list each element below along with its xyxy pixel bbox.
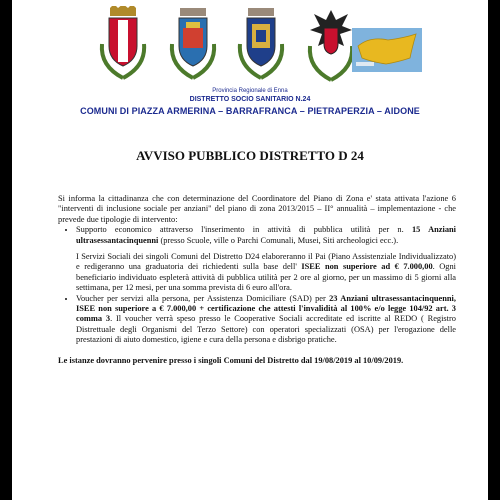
piazza-armerina-crest-icon (92, 6, 154, 84)
notice-body (58, 194, 456, 366)
barrafranca-crest-icon (162, 6, 224, 84)
intervention-item-1: • Supporto economico attraverso l'inserimento in attività di pubblica utilità per n. 15 Anziani ultrasessantacinquenni (presso Scuole, ville o Parchi Comunali, Musei, Siti archeologici ecc.). I Servizi Sociali dei singoli Comuni del Distretto D24 elaboreranno il Pai (Piano Assistenziale Individualizzato) e redigeranno una graduatoria dei richiedenti sulla base dell' ISEE non superiore ad € 7.000,00. Ogni beneficiario individuato espleterà attività di pubblica utilità per 2 ore al giorno, per un massimo di 5 giorni alla settimana, per 12 mesi, per una somma prevista di 6 euro all'ora. (76, 225, 456, 293)
crest-row (12, 6, 488, 86)
province-line: Provincia Regionale di Enna (212, 88, 288, 94)
intervention-item-2: • Voucher per servizi alla persona, per Assistenza Domiciliare (SAD) per 23 Anziani ultrasessantacinquenni, ISEE non superiore a € 7.000,00 + certificazione che attesti l'invalidità al 100% e/o legge 104/92 art. 3 comma 3. Il voucher verrà speso presso le Cooperative Sociali accreditate ed iscritte al REDO ( Registro Distrettuale degli Organismi del Terzo Settore) con operatori specializzati (OSA) per l'erogazione delle prestazioni di aiuto domestico, igiene e cura della persona e disbrigo pratiche. (76, 294, 456, 346)
closing-paragraph: Le istanze dovranno pervenire presso i singoli Comuni del Distretto dal 19/08/2019 al 10/09/2019. (58, 355, 404, 365)
notice-title: AVVISO PUBBLICO DISTRETTO D 24 (136, 148, 364, 163)
intervention-list (58, 225, 456, 345)
sicily-map-icon (352, 28, 422, 72)
intro-paragraph: Si informa la cittadinanza che con determinazione del Coordinatore del Piano di Zona e' stata attivata l'azione 6 "interventi di inclusione sociale per anziani" del piano di zona 2013/2015 – II° annualità – implementazione - che prevede due tipologie di intervento: (58, 194, 456, 224)
municipalities-line: COMUNI DI PIAZZA ARMERINA – BARRAFRANCA – PIETRAPERZIA – AIDONE (80, 106, 420, 116)
district-line: DISTRETTO SOCIO SANITARIO N.24 (189, 96, 311, 103)
pietraperzia-crest-icon (230, 6, 292, 84)
pai-paragraph: I Servizi Sociali dei singoli Comuni del Distretto D24 elaboreranno il Pai (Piano Assistenziale Individualizzato) e redigeranno una graduatoria dei richiedenti sulla base dell' ISEE non superiore ad € 7.000,00. Ogni beneficiario individuato espleterà attività di pubblica utilità per 2 ore al giorno, per un massimo di 5 giorni alla settimana, per 12 mesi, per una somma prevista di 6 euro all'ora. (76, 252, 456, 293)
document-page (12, 0, 488, 500)
